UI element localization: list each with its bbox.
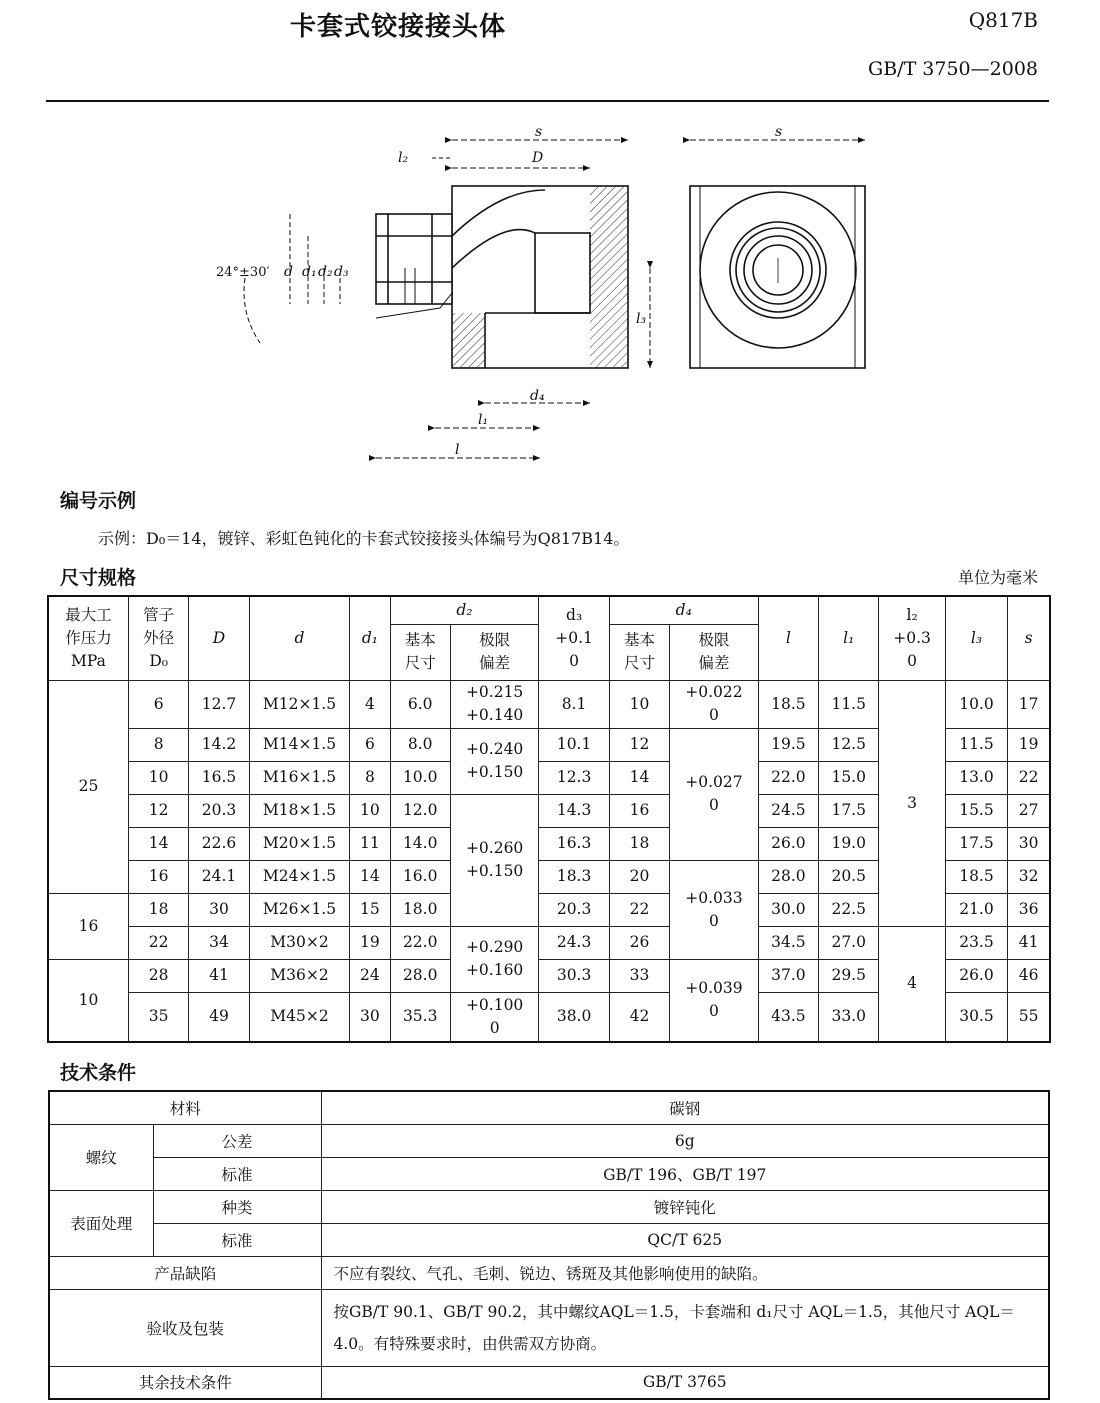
cell-od: 18: [128, 893, 188, 926]
technical-drawing: [200, 118, 900, 468]
technical-heading: 技术条件: [60, 1062, 137, 1084]
cell-d4: 16: [609, 794, 669, 827]
cell-l: 28.0: [758, 860, 818, 893]
header-l3: l₃: [945, 596, 1007, 680]
cell-d: M12×1.5: [249, 680, 350, 728]
header-d4-dev: 极限 偏差: [670, 624, 759, 680]
table-row: [48, 680, 1050, 728]
dim-s-end-label: s: [775, 124, 783, 140]
cell-d1: 15: [350, 893, 390, 926]
cell-l3: 13.0: [945, 761, 1007, 794]
cell-s: 22: [1008, 761, 1050, 794]
cell-d1: 4: [350, 680, 390, 728]
cell-l: 18.5: [758, 680, 818, 728]
tolerance-value: 6g: [321, 1124, 1049, 1157]
cell-d2-dev: +0.100 0: [450, 992, 539, 1042]
cell-l1: 22.5: [819, 893, 879, 926]
cell-l2: 3: [879, 680, 945, 926]
header-od: 管子 外径 D₀: [128, 596, 188, 680]
cell-s: 41: [1008, 926, 1050, 959]
cell-d3: 30.3: [539, 959, 609, 992]
cell-d4: 26: [609, 926, 669, 959]
cell-od: 22: [128, 926, 188, 959]
cell-l1: 15.0: [819, 761, 879, 794]
dim-d3-label: d₃: [334, 264, 349, 280]
cell-od: 16: [128, 860, 188, 893]
surface-standard-value: QC/T 625: [321, 1223, 1049, 1256]
cell-D: 30: [189, 893, 249, 926]
cell-d: M20×1.5: [249, 827, 350, 860]
header-d: d: [249, 596, 350, 680]
cell-l3: 26.0: [945, 959, 1007, 992]
cell-d: M24×1.5: [249, 860, 350, 893]
cell-d4-dev: +0.039 0: [670, 959, 759, 1042]
cell-D: 24.1: [189, 860, 249, 893]
cell-d2-dev: +0.290 +0.160: [450, 926, 539, 992]
cell-l3: 21.0: [945, 893, 1007, 926]
cell-l1: 17.5: [819, 794, 879, 827]
cell-d4-dev: +0.027 0: [670, 728, 759, 860]
cell-d2: 35.3: [390, 992, 450, 1042]
header-rule: [46, 100, 1049, 102]
header-s: s: [1008, 596, 1050, 680]
dim-s-label: s: [535, 124, 543, 140]
other-label: 其余技术条件: [49, 1366, 321, 1399]
surface-standard-label: 标准: [153, 1223, 321, 1256]
dimensions-heading: 尺寸规格: [60, 567, 137, 589]
pressure-cell: 25: [48, 680, 128, 893]
cell-d1: 14: [350, 860, 390, 893]
cell-l3: 15.5: [945, 794, 1007, 827]
cell-d2: 12.0: [390, 794, 450, 827]
technical-table: [48, 1090, 1050, 1400]
other-value: GB/T 3765: [321, 1366, 1049, 1399]
cell-s: 17: [1008, 680, 1050, 728]
cell-d2: 8.0: [390, 728, 450, 761]
cell-l: 43.5: [758, 992, 818, 1042]
cell-l: 22.0: [758, 761, 818, 794]
cell-d4-dev: +0.022 0: [670, 680, 759, 728]
cell-d4-dev: +0.033 0: [670, 860, 759, 959]
dim-D-label: D: [532, 150, 544, 166]
dim-d-label: d: [284, 264, 293, 280]
cell-d: M36×2: [249, 959, 350, 992]
cell-l1: 11.5: [819, 680, 879, 728]
cell-l: 34.5: [758, 926, 818, 959]
header-l1: l₁: [819, 596, 879, 680]
dim-l1-label: l₁: [478, 412, 489, 428]
header-d3: d₃ +0.1 0: [539, 596, 609, 680]
cell-D: 16.5: [189, 761, 249, 794]
defects-value: 不应有裂纹、气孔、毛刺、锐边、锈斑及其他影响使用的缺陷。: [321, 1256, 1049, 1289]
cell-l3: 30.5: [945, 992, 1007, 1042]
cell-d2: 10.0: [390, 761, 450, 794]
cell-s: 32: [1008, 860, 1050, 893]
cell-l3: 11.5: [945, 728, 1007, 761]
header-d2-dev: 极限 偏差: [450, 624, 539, 680]
thread-label: 螺纹: [49, 1124, 153, 1190]
header-d2-basic: 基本 尺寸: [390, 624, 450, 680]
unit-note: 单位为毫米: [957, 568, 1038, 587]
cell-d1: 8: [350, 761, 390, 794]
header-d1: d₁: [350, 596, 390, 680]
defects-label: 产品缺陷: [49, 1256, 321, 1289]
cell-D: 20.3: [189, 794, 249, 827]
cell-l2: 4: [879, 926, 945, 1042]
cell-d3: 12.3: [539, 761, 609, 794]
cell-d3: 14.3: [539, 794, 609, 827]
cell-d4: 18: [609, 827, 669, 860]
surface-type-label: 种类: [153, 1190, 321, 1223]
cell-l3: 17.5: [945, 827, 1007, 860]
cell-d2: 28.0: [390, 959, 450, 992]
cell-d3: 16.3: [539, 827, 609, 860]
cell-d2-dev: +0.240 +0.150: [450, 728, 539, 794]
cell-D: 34: [189, 926, 249, 959]
tolerance-label: 公差: [153, 1124, 321, 1157]
header-D: D: [189, 596, 249, 680]
cell-l: 37.0: [758, 959, 818, 992]
dim-angle-label: 24°±30′: [216, 265, 270, 280]
thread-standard-label: 标准: [153, 1157, 321, 1190]
cell-d2: 16.0: [390, 860, 450, 893]
acceptance-label: 验收及包装: [49, 1289, 321, 1366]
cell-d2: 18.0: [390, 893, 450, 926]
table-row: [48, 926, 1050, 959]
pressure-cell: 16: [48, 893, 128, 959]
cell-D: 12.7: [189, 680, 249, 728]
cell-d: M16×1.5: [249, 761, 350, 794]
cell-s: 30: [1008, 827, 1050, 860]
cell-d1: 30: [350, 992, 390, 1042]
dim-d1-label: d₁: [302, 264, 317, 280]
header-l2: l₂ +0.3 0: [879, 596, 945, 680]
standard-number: GB/T 3750—2008: [868, 58, 1038, 80]
part-code: Q817B: [968, 8, 1038, 32]
cell-d4: 20: [609, 860, 669, 893]
cell-l3: 18.5: [945, 860, 1007, 893]
cell-od: 8: [128, 728, 188, 761]
end-view: [690, 186, 865, 368]
cell-d: M45×2: [249, 992, 350, 1042]
cell-d2: 22.0: [390, 926, 450, 959]
dim-d2-label: d₂: [318, 264, 333, 280]
material-value: 碳钢: [321, 1091, 1049, 1124]
cell-l1: 33.0: [819, 992, 879, 1042]
header-d4: d₄: [609, 596, 758, 624]
cell-s: 19: [1008, 728, 1050, 761]
cell-l: 24.5: [758, 794, 818, 827]
section-view: [376, 186, 628, 368]
cell-l: 26.0: [758, 827, 818, 860]
cell-d2: 14.0: [390, 827, 450, 860]
cell-d3: 20.3: [539, 893, 609, 926]
cell-d1: 24: [350, 959, 390, 992]
cell-d4: 33: [609, 959, 669, 992]
cell-l1: 12.5: [819, 728, 879, 761]
cell-l3: 23.5: [945, 926, 1007, 959]
cell-od: 10: [128, 761, 188, 794]
material-label: 材料: [49, 1091, 321, 1124]
cell-d3: 18.3: [539, 860, 609, 893]
cell-d3: 10.1: [539, 728, 609, 761]
cell-D: 22.6: [189, 827, 249, 860]
cell-d1: 11: [350, 827, 390, 860]
cell-D: 41: [189, 959, 249, 992]
dim-d4-label: d₄: [530, 388, 545, 404]
cell-d1: 10: [350, 794, 390, 827]
cell-d: M26×1.5: [249, 893, 350, 926]
cell-l: 19.5: [758, 728, 818, 761]
cell-d1: 19: [350, 926, 390, 959]
cell-d4: 22: [609, 893, 669, 926]
page-title: 卡套式铰接接头体: [290, 12, 507, 42]
cell-d4: 10: [609, 680, 669, 728]
cell-od: 12: [128, 794, 188, 827]
cell-d2: 6.0: [390, 680, 450, 728]
cell-l: 30.0: [758, 893, 818, 926]
cell-s: 55: [1008, 992, 1050, 1042]
cell-od: 14: [128, 827, 188, 860]
cell-od: 28: [128, 959, 188, 992]
cell-d3: 8.1: [539, 680, 609, 728]
cell-od: 6: [128, 680, 188, 728]
cell-d2-dev: +0.215 +0.140: [450, 680, 539, 728]
cell-d4: 42: [609, 992, 669, 1042]
header-pressure: 最大工 作压力 MPa: [48, 596, 128, 680]
dim-l3-label: l₃: [636, 311, 647, 327]
dim-l2-label: l₂: [398, 150, 409, 166]
cell-d: M18×1.5: [249, 794, 350, 827]
pressure-cell: 10: [48, 959, 128, 1042]
surface-label: 表面处理: [49, 1190, 153, 1256]
thread-standard-value: GB/T 196、GB/T 197: [321, 1157, 1049, 1190]
cell-d3: 24.3: [539, 926, 609, 959]
header-l: l: [758, 596, 818, 680]
cell-d: M14×1.5: [249, 728, 350, 761]
dimensions-table: [47, 595, 1051, 1043]
cell-d1: 6: [350, 728, 390, 761]
example-text: 示例：D₀＝14，镀锌、彩虹色钝化的卡套式铰接接头体编号为Q817B14。: [98, 529, 630, 548]
cell-l1: 27.0: [819, 926, 879, 959]
dim-l-label: l: [455, 442, 460, 458]
cell-s: 27: [1008, 794, 1050, 827]
cell-l3: 10.0: [945, 680, 1007, 728]
cell-l1: 29.5: [819, 959, 879, 992]
cell-s: 36: [1008, 893, 1050, 926]
cell-d3: 38.0: [539, 992, 609, 1042]
cell-d2-dev: +0.260 +0.150: [450, 794, 539, 926]
cell-l1: 20.5: [819, 860, 879, 893]
example-heading: 编号示例: [60, 490, 137, 512]
header-d4-basic: 基本 尺寸: [609, 624, 669, 680]
cell-s: 46: [1008, 959, 1050, 992]
cell-l1: 19.0: [819, 827, 879, 860]
cell-d4: 14: [609, 761, 669, 794]
cell-od: 35: [128, 992, 188, 1042]
acceptance-value: 按GB/T 90.1、GB/T 90.2，其中螺纹AQL＝1.5，卡套端和 d₁尺寸 AQL＝1.5，其他尺寸 AQL＝4.0。有特殊要求时，由供需双方协商。: [321, 1289, 1049, 1366]
cell-D: 14.2: [189, 728, 249, 761]
cell-d: M30×2: [249, 926, 350, 959]
cell-d4: 12: [609, 728, 669, 761]
surface-type-value: 镀锌钝化: [321, 1190, 1049, 1223]
cell-D: 49: [189, 992, 249, 1042]
header-d2: d₂: [390, 596, 539, 624]
